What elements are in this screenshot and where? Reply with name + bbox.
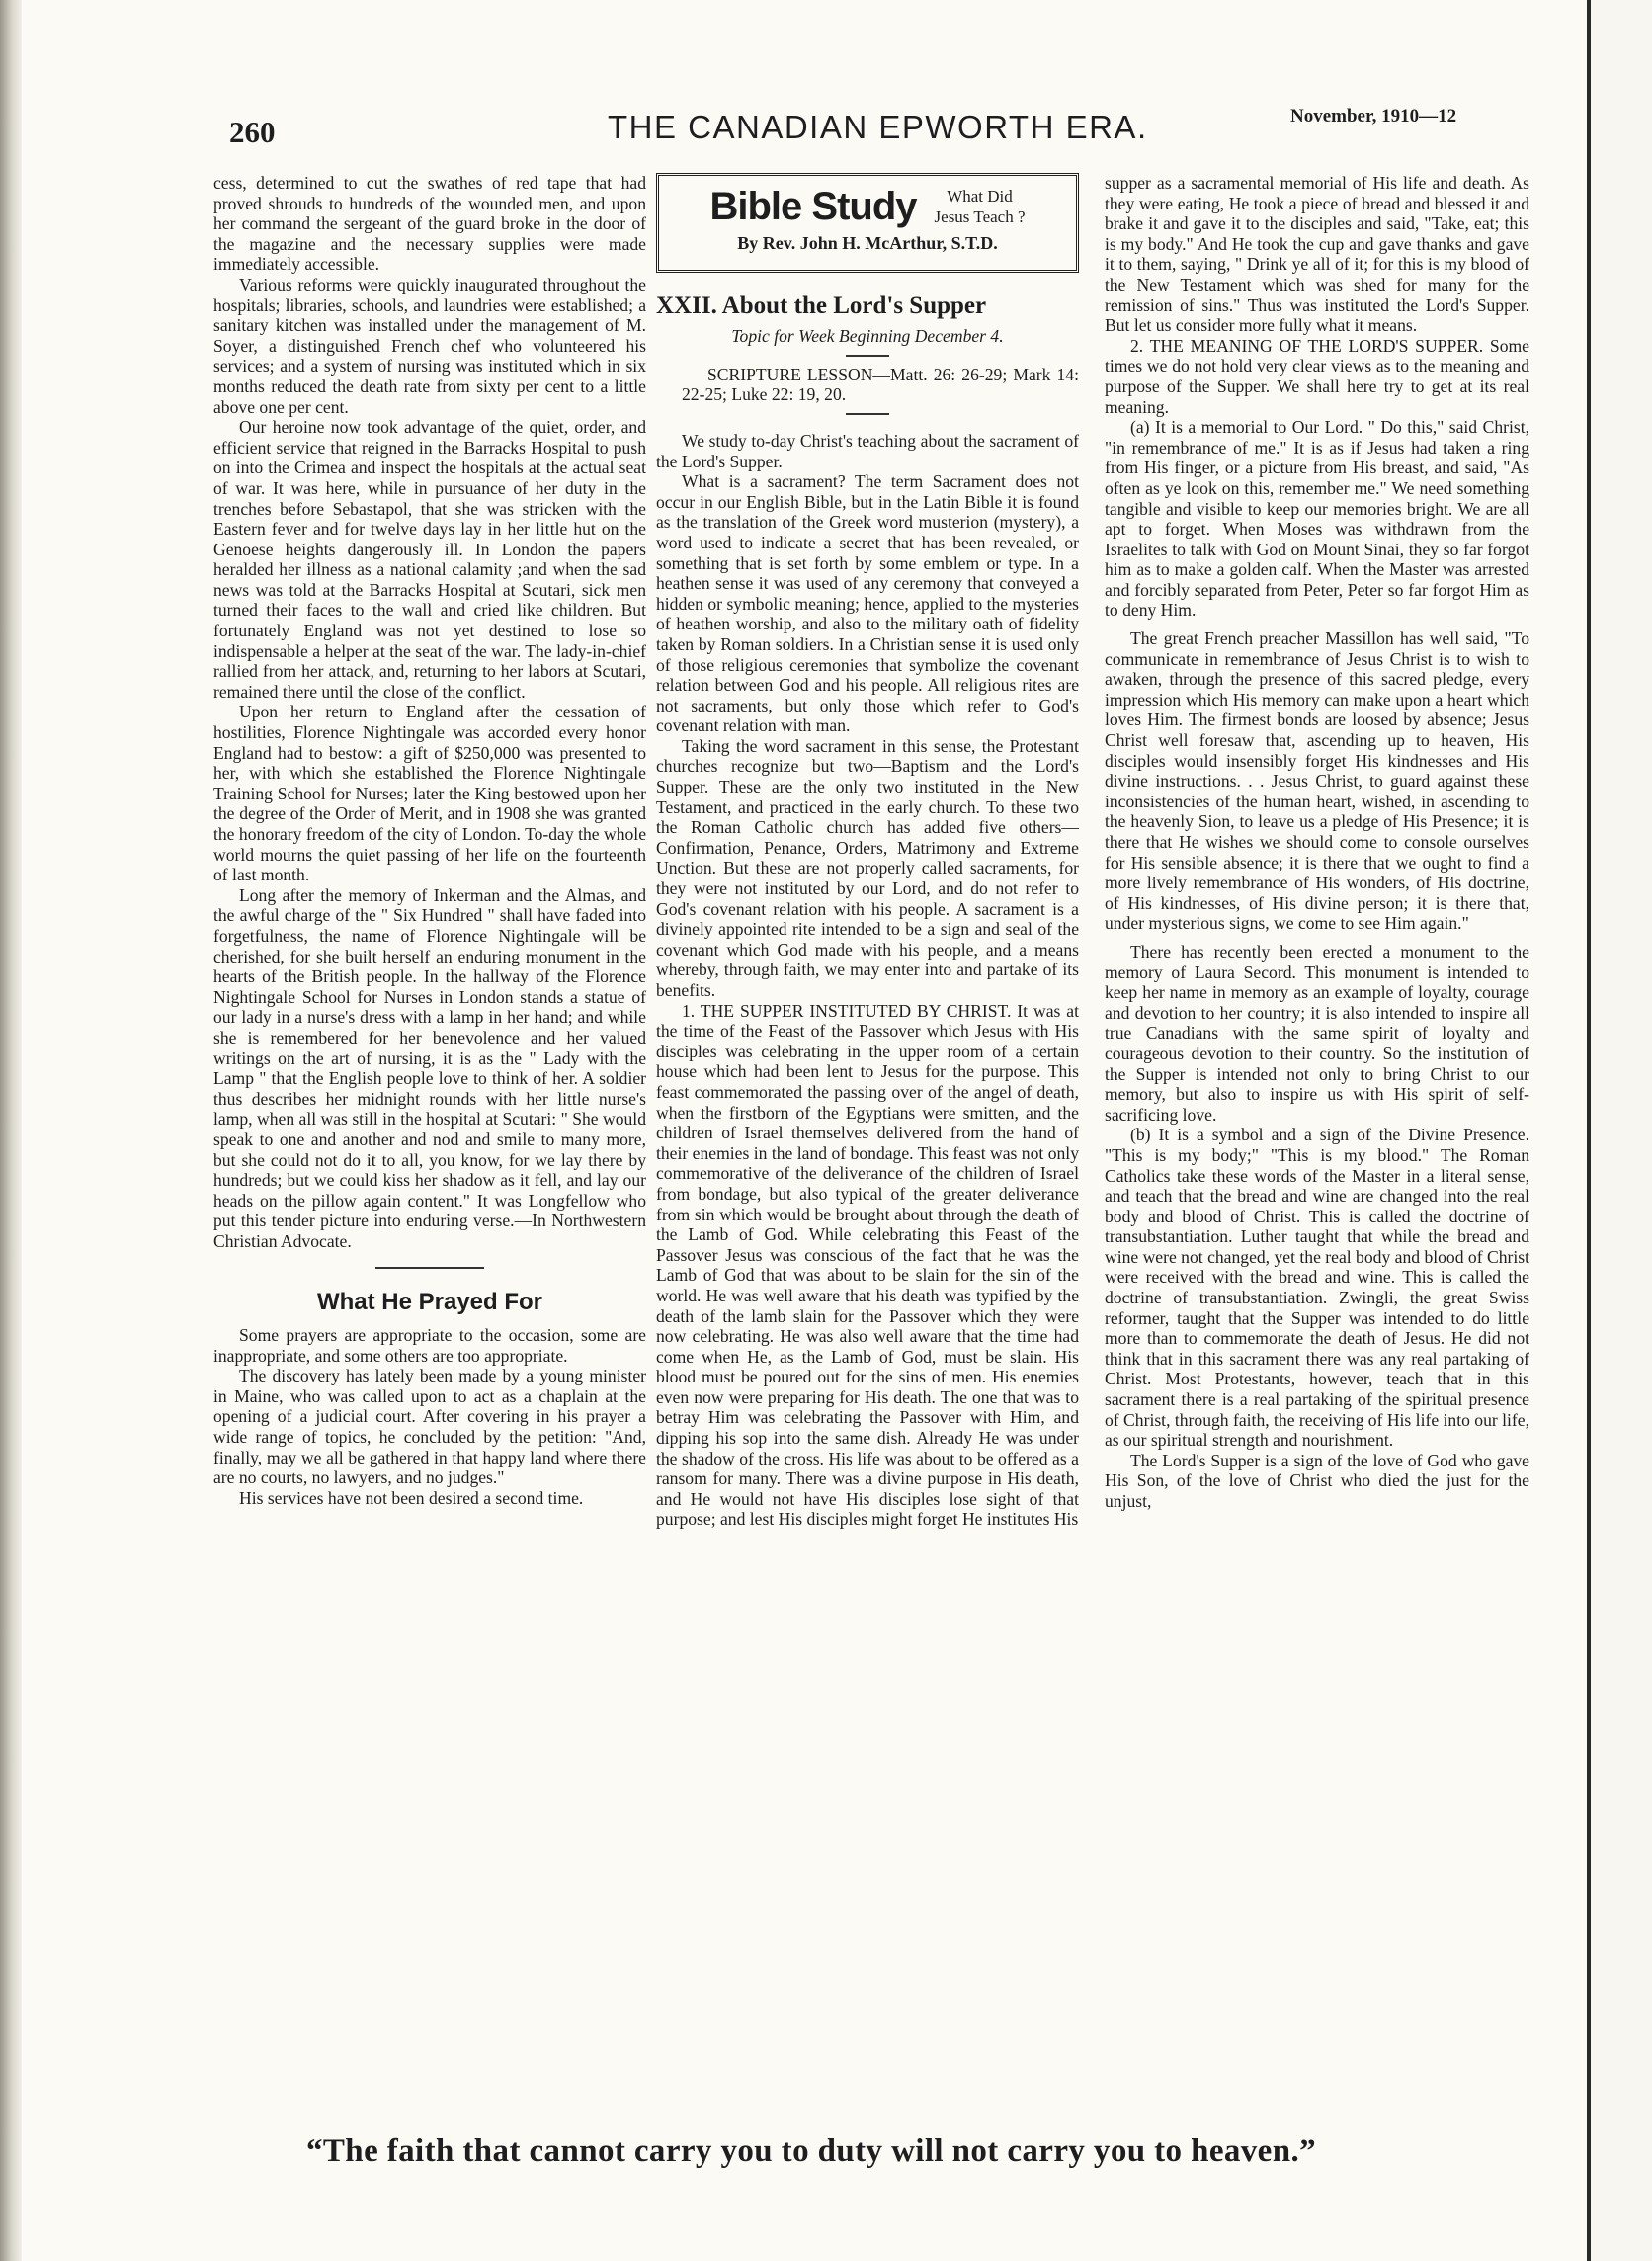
- masthead: THE CANADIAN EPWORTH ERA.: [608, 109, 1148, 145]
- box-subtitle: [935, 186, 1026, 227]
- lesson-paragraph: We study to-day Christ's teaching about the sacrament of the Lord's Supper.: [656, 430, 1079, 471]
- lesson-paragraph: (a) It is a memorial to Our Lord. " Do this," said Christ, "in remembrance of me." It is as if Jesus had taken a ring from His finger, or a picture from His breast, and said, "As often as ye look on this, remember me." We need something tangible and visible to keep our memories bright. We are all apt to forget. When Moses was withdrawn from the Israelites to talk with God on Mount Sinai, they so far forgot him as to make a golden calf. When the Master was arrested and forcibly separated from Peter, Peter so far forgot Him as to deny Him.: [1105, 417, 1529, 621]
- lesson-paragraph: What is a sacrament? The term Sacrament does not occur in our English Bible, but in the Latin Bible it is found as the translation of the Greek word musterion (mystery), a word used to indicate a secret that has been revealed, or something that is set forth by some emblem or type. In a heathen sense it was used of any ceremony that conveyed a hidden or symbolic meaning; hence, applied to the mysteries of heathen worship, and also to the military oath of fidelity taken by Roman soldiers. In a Christian sense it is used only of those religious ceremonies that symbolize the covenant relation between God and his people. All religious rites are not sacraments, but only those which refer to God's covenant relation with man.: [656, 471, 1079, 736]
- column-middle: [656, 173, 1079, 2032]
- column-right: [1105, 173, 1529, 2110]
- article-paragraph: Upon her return to England after the cessation of hostilities, Florence Nightingale was accorded every honor England had to bestow: a gift of $250,000 was presented to her, with which she established the Florence Nightingale Training School for Nurses; later the King bestowed upon her the degree of the Order of Merit, and in 1908 she was granted the honorary freedom of the city of London. To-day the whole world mourns the quiet passing of her life on the fourteenth of last month.: [213, 702, 646, 885]
- lesson-paragraph: The Lord's Supper is a sign of the love of God who gave His Son, of the love of Christ who died the just for the unjust,: [1105, 1450, 1529, 1511]
- nightingale-article: [213, 173, 646, 1798]
- box-header: [673, 186, 1062, 227]
- lesson-paragraph: (b) It is a symbol and a sign of the Divine Presence. "This is my body;" "This is my blood." The Roman Catholics take these words of the Master in a literal sense, and teach that the bread and wine are changed into the real body and blood of Christ. This is called the doctrine of transubstantiation. Luther taught that while the bread and wine were not changed, yet the real body and blood of Christ were received with the bread and wine. This is called the doctrine of transubstantiation. Zwingli, the great Swiss reformer, taught that the Supper was intended to do little more than to commemorate the death of Jesus. He did not think that in this sacrament there was any real partaking of Christ. Most Protestants, however, teach that in this sacrament there is a real partaking of the spiritual presence of Christ, through faith, the receiving of His life into our life, as our spiritual strength and nourishment.: [1105, 1125, 1529, 1451]
- lesson-paragraph: The great French preacher Massillon has well said, "To communicate in remembrance of Jesus Christ is to wish to awaken, through the presence of this sacred pledge, every impression which His memory can make upon a heart which loves Him. The firmest bonds are loosed by absence; Jesus Christ well foresaw that, ascending up to heaven, His disciples would insensibly forget His kindnesses and His divine instructions. . . Jesus Christ, to guard against these inconsistencies of the human heart, wished, in ascending to the heavenly Sion, to leave us a pledge of His Presence; it is there that He wishes we should come to console ourselves for His sensible absence; it is there that we ought to find a more lively remembrance of His wonders, of His doctrine, of His kindnesses, of His divine person; it is there that, under mysterious signs, we come to see Him again.": [1105, 628, 1529, 934]
- lesson-heading: XXII. About the Lord's Supper: [656, 292, 987, 319]
- lesson-paragraph: There has recently been erected a monument to the memory of Laura Secord. This monument is intended to keep her name in memory as an example of loyalty, courage and devotion to her country; it is also intended to inspire all true Canadians with the same spirit of loyalty and courageous devotion to their country. So the institution of the Supper is intended not only to bring Christ to our memory, but also to inspire us with His spirit of self-sacrificing love.: [1105, 941, 1529, 1125]
- book-binding-edge: [0, 0, 22, 2261]
- article-paragraph: Long after the memory of Inkerman and the Almas, and the awful charge of the " Six Hundred " shall have faded into forgetfulness, the name of Florence Nightingale will be cherished, for she built herself an enduring monument in the hearts of the British people. In the hallway of the Florence Nightingale School for Nurses in London stands a statue of our lady in a nurse's dress with a lamp in her hand; and while she is remembered for her benevolence and her valued writings on the art of nursing, it is as the " Lady with the Lamp " that the English people love to think of her. A soldier thus describes her midnight rounds with her little nurse's lamp, when all was still in the hospital at Scutari: " She would speak to one and another and nod and smile to many more, but she could not do it to all, you know, for we lay there by hundreds; but we could kiss her shadow as it fell, and lay our heads on the pillow again content." It was Longfellow who put this tender picture into enduring verse.—In Northwestern Christian Advocate.: [213, 884, 646, 1251]
- box-author: By Rev. John H. McArthur, S.T.D.: [737, 233, 998, 253]
- article-paragraph: Our heroine now took advantage of the quiet, order, and efficient service that reigned in the Barracks Hospital to push on into the Crimea and inspect the hospitals at the actual seat of war. It was here, while in pursuance of her duty in the trenches before Sebastapol, that she was stricken with the Eastern fever and for twelve days lay in her little hut on the Genoese heights dangerously ill. In London the papers heralded her illness as a national calamity ;and when the sad news was told at the Barracks Hospital at Scutari, sick men turned their faces to the wall and cried like children. But fortunately England was not yet destined to lose so indispensable a helper at the seat of the war. The lady-in-chief rallied from her attack, and, returning to her labors at Scutari, remained there until the close of the conflict.: [213, 417, 646, 702]
- prayer-paragraph: His services have not been desired a second time.: [239, 1487, 584, 1508]
- lesson-paragraph: Taking the word sacrament in this sense, the Protestant churches recognize but two—Baptism and the Lord's Supper. These are the only two instituted in the New Testament, and practiced in the early church. To these two the Roman Catholic church has added five others—Confirmation, Penance, Orders, Matrimony and Extreme Unction. But these are not properly called sacraments, for they were not instituted by our Lord, and do not refer to God's covenant relation with his people. A sacrament is a divinely appointed rite intended to be a sign and seal of the covenant which God made with his people, and a means whereby, through faith, we may enter into and partake of its benefits.: [656, 735, 1079, 1000]
- short-divider: [846, 355, 889, 357]
- lesson-paragraph: supper as a sacramental memorial of His life and death. As they were eating, He took a piece of bread and blessed it and brake it and gave it to the disciples and said, "Take, eat; this is my body." And He took the cup and gave thanks and gave it to them, saying, " Drink ye all of it; for this is my blood of the New Testament which was shed for many for the remission of sins." Thus was instituted the Lord's Supper. But let us consider more fully what it means.: [1105, 173, 1529, 336]
- box-subtitle-line: Jesus Teach ?: [934, 208, 1026, 226]
- prayer-paragraph: Some prayers are appropriate to the occasion, some are inappropriate, and some others are too appropriate.: [213, 1325, 646, 1366]
- section-title: What He Prayed For: [316, 1289, 543, 1316]
- section-divider: [375, 1267, 484, 1269]
- footer-quote: “The faith that cannot carry you to duty will not carry you to heaven.”: [306, 2134, 1317, 2169]
- column-left: [213, 173, 646, 1798]
- lesson-topic: Topic for Week Beginning December 4.: [731, 326, 1004, 347]
- scripture-lesson: SCRIPTURE LESSON—Matt. 26: 26-29; Mark 14: 22-25; Luke 22: 19, 20.: [682, 364, 1079, 405]
- lesson-paragraph: 1. THE SUPPER INSTITUTED BY CHRIST. It was at the time of the Feast of the Passover which Jesus with His disciples was celebrating in the upper room of a certain house which had been lent to Jesus for the purpose. This feast commemorated the passing over of the angel of death, when the firstborn of the Egyptians were smitten, and the children of Israel themselves delivered from the hand of their enemies in the land of bondage. This feast was not only commemorative of the deliverance of the children of Israel from bondage, but also typical of the greater deliverance from sin which would be brought about through the death of the Lamb of God. While celebrating this Feast of the Passover Jesus was conscious of the fact that he was the Lamb of God that was about to be slain for the sin of the world. He was well aware that his death was typified by the death of the lamb slain for the Passover which they were now celebrating. He was also well aware that the time had come when He, as the Lamb of God, must be slain. His blood must be poured out for the sins of men. His enemies even now were preparing for His death. The one that was to betray Him was celebrating the Passover with Him, and dipping his sop into the same dish. Already He was under the shadow of the cross. His life was about to be offered as a ransom for many. There was a divine purpose in His death, and He would not have His disciples lose sight of that purpose; and lest His disciples might forget He institutes His: [656, 1000, 1079, 1530]
- bible-study-box: [656, 173, 1079, 273]
- issue-dateline: November, 1910—12: [1290, 106, 1457, 126]
- lesson-body: [656, 431, 1079, 2032]
- article-paragraph: cess, determined to cut the swathes of red tape that had proved shrouds to hundreds of the wounded men, and upon her command the sergeant of the guard broke in the door of the magazine and the necessary supplies were made immediately accessible.: [213, 173, 646, 275]
- lesson-paragraph: 2. THE MEANING OF THE LORD'S SUPPER. Some times we do not hold very clear views as to the meaning and purpose of the Supper. We shall here try to get at its real meaning.: [1105, 335, 1529, 417]
- box-subtitle-line: What Did: [947, 187, 1013, 206]
- box-title: Bible Study: [709, 184, 917, 228]
- article-paragraph: Various reforms were quickly inaugurated throughout the hospitals; libraries, schools, and laundries were established; a sanitary kitchen was installed under the management of M. Soyer, a distinguished French chef who volunteered his services; and a system of nursing was instituted which in six months reduced the death rate from sixty per cent to a little above one per cent.: [213, 274, 646, 417]
- page-number: 260: [229, 115, 276, 149]
- prayer-paragraph: The discovery has lately been made by a young minister in Maine, who was called upon to act as a chaplain at the opening of a judicial court. After covering in his prayer a wide range of topics, he concluded by the petition: "And, finally, may we all be gathered in that happy land where there are no courts, no lawyers, and no judges.": [213, 1366, 646, 1488]
- next-page-edge: [1587, 0, 1652, 2261]
- short-divider: [846, 413, 889, 415]
